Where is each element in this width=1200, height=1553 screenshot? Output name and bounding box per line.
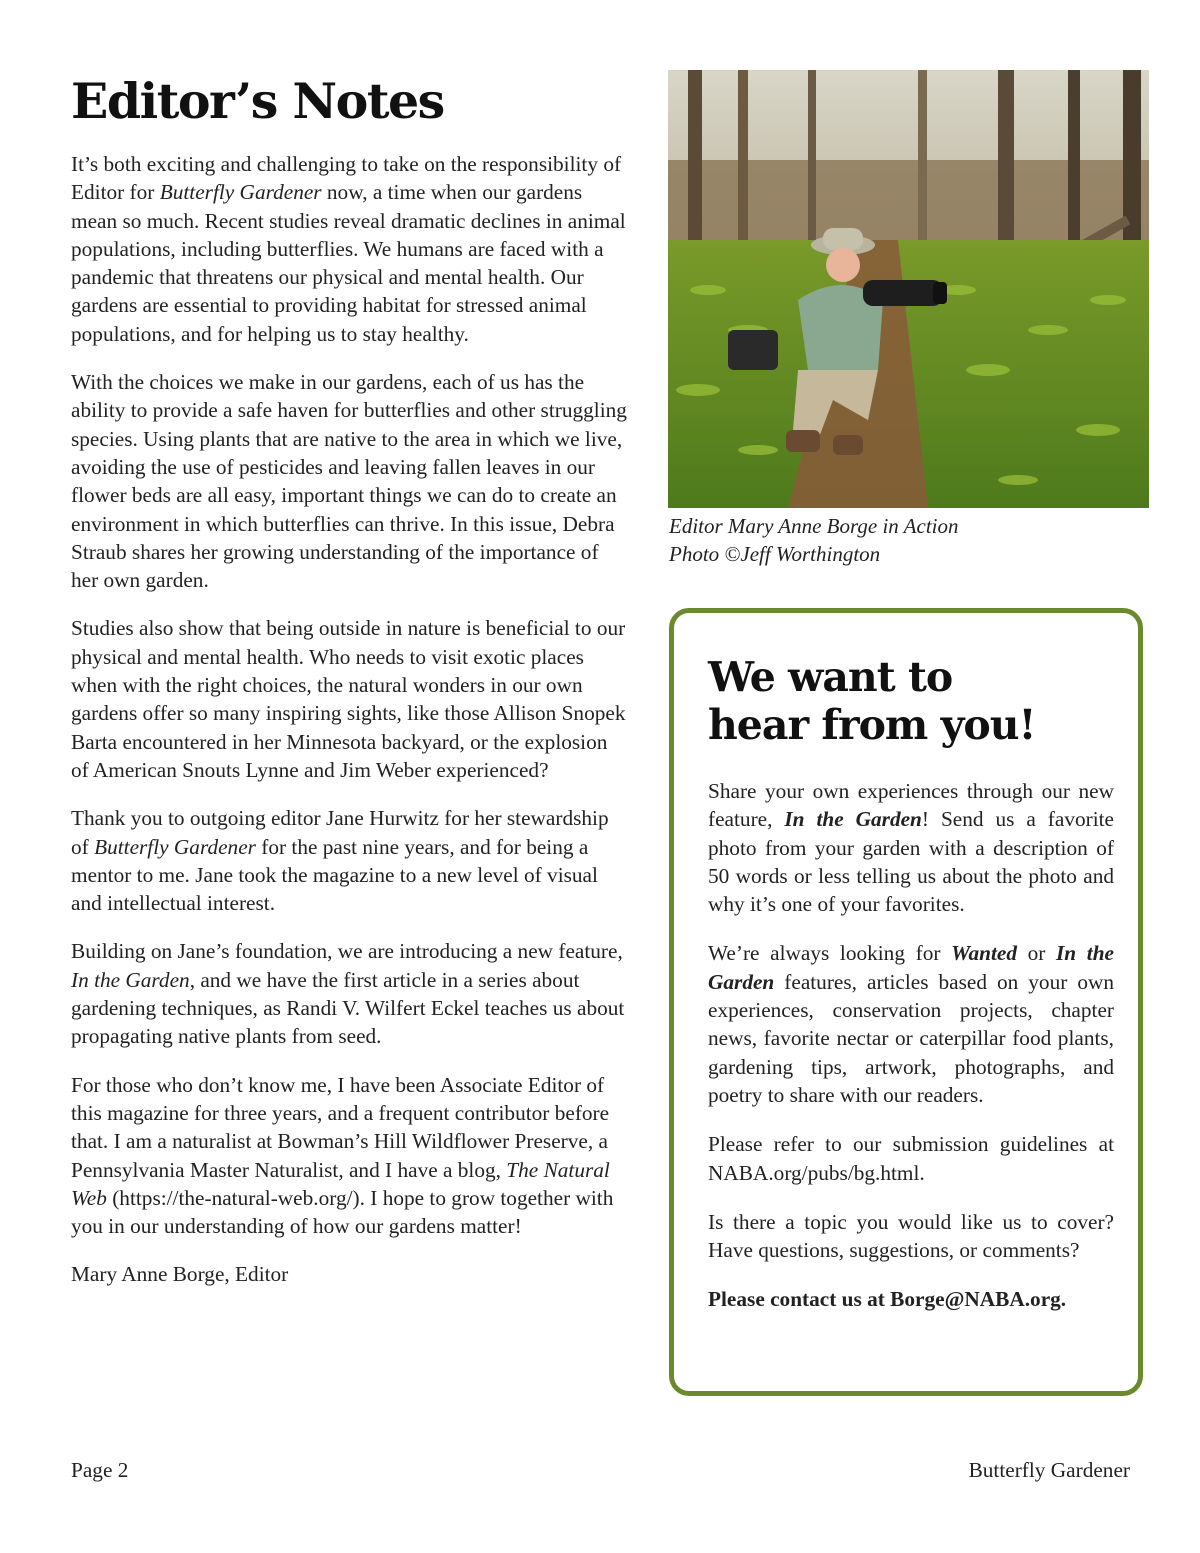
text-run: It’s both exciting and challenging to take on the responsibility of Editor for xyxy=(71,152,622,205)
text-run: Wanted xyxy=(951,941,1017,966)
callout-body xyxy=(708,777,1114,1335)
text-run: Mary Anne Borge, Editor xyxy=(71,1262,289,1287)
body-paragraph xyxy=(71,150,627,348)
text-run: or xyxy=(1016,941,1057,966)
callout-paragraph xyxy=(708,1208,1114,1265)
callout-paragraph xyxy=(708,777,1114,918)
text-run: In the Garden xyxy=(71,967,190,992)
text-run: Is there a topic you would like us to cover? Have questions, suggestions, or comments? xyxy=(708,1209,1114,1263)
text-run: Please refer to our submission guidelines at NABA.org/pubs/bg.html. xyxy=(708,1132,1114,1185)
text-run: , and we have the first article in a series about gardening techniques, as Randi V. Wilfert Eckel teaches us about propagating native plants from seed. xyxy=(71,967,625,1049)
callout-title-line1: We want to xyxy=(708,653,953,701)
text-run: Studies also show that being outside in nature is beneficial to our physical and mental health. Who needs to visit exotic places when with the right choices, the natural wonders in our own gardens offer so many inspiring sights, like those Allison Snopek Barta encountered in her Minnesota backyard, or the explosion of American Snouts Lynne and Jim Weber experienced? xyxy=(71,616,626,782)
body-paragraph xyxy=(71,1071,627,1241)
body-paragraph xyxy=(71,1260,627,1288)
text-run: In the Garden xyxy=(784,807,922,832)
text-run: now, a time when our gardens mean so much. Recent studies reveal dramatic declines in animal populations, including butterflies. We humans are faced with a pandemic that threatens our physical and mental health. Our gardens are essential to providing habitat for stressed animal populations, and for helping us to stay healthy. xyxy=(71,180,626,346)
text-run: Building on Jane’s foundation, we are introducing a new feature, xyxy=(71,939,623,964)
callout-title xyxy=(708,653,1128,749)
editor-notes-body xyxy=(71,150,627,1309)
editor-photo-illustration xyxy=(668,70,1149,508)
photo-credit: Photo ©Jeff Worthington xyxy=(669,542,881,566)
callout-paragraph xyxy=(708,939,1114,1109)
text-run: For those who don’t know me, I have been Associate Editor of this magazine for three years, and a frequent contributor before that. I am a naturalist at Bowman’s Hill Wildflower Preserve, a Pennsylvania Master Naturalist, and I have a blog, xyxy=(71,1072,610,1182)
text-run: With the choices we make in our gardens, each of us has the ability to provide a safe haven for butterflies and other struggling species. Using plants that are native to the area in which we live, avoiding the use of pesticides and leaving fallen leaves in our flower beds are all easy, important things we can do to create an environment in which butterflies can thrive. In this issue, Debra Straub shares her growing understanding of the importance of her own garden. xyxy=(71,370,627,593)
callout-title-line2: hear from you! xyxy=(708,701,1036,749)
page-number: Page 2 xyxy=(71,1458,129,1482)
text-run: features, articles based on your own experiences, conservation projects, chapter news, favorite nectar or caterpillar food plants, gardening tips, artwork, photographs, and poetry to share with our readers. xyxy=(708,969,1114,1107)
callout-paragraph xyxy=(708,1130,1114,1187)
publication-name: Butterfly Gardener xyxy=(968,1458,1130,1482)
text-run: Thank you to outgoing editor Jane Hurwitz for her stewardship of xyxy=(71,806,609,859)
body-paragraph xyxy=(71,614,627,784)
body-paragraph xyxy=(71,368,627,594)
photo-caption xyxy=(669,512,1149,568)
text-run: for the past nine years, and for being a mentor to me. Jane took the magazine to a new level of visual and intellectual interest. xyxy=(71,834,598,916)
text-run: Butterfly Gardener xyxy=(159,180,322,205)
callout-paragraph xyxy=(708,1285,1114,1313)
photo-caption-title: Editor Mary Anne Borge in Action xyxy=(669,514,959,538)
text-run: ! Send us a favorite photo from your garden with a description of 50 words or less telling us about the photo and why it’s one of your favorites. xyxy=(708,807,1114,917)
page-title: Editor’s Notes xyxy=(71,72,444,130)
text-run: Butterfly Gardener xyxy=(94,834,256,859)
body-paragraph xyxy=(71,937,627,1050)
text-run: We’re always looking for xyxy=(708,941,952,966)
text-run: In the Garden xyxy=(708,941,1115,994)
text-run: (https://the-natural-web.org/). I hope to grow together with you in our understanding of how our gardens matter! xyxy=(71,1185,614,1239)
body-paragraph xyxy=(71,804,627,917)
text-run: Share your own experiences through our new feature, xyxy=(708,779,1114,832)
text-run: The Natural Web xyxy=(71,1157,610,1210)
editor-photo xyxy=(668,70,1149,508)
text-run: Please contact us at Borge@NABA.org. xyxy=(708,1287,1067,1312)
callout-box xyxy=(669,608,1143,1396)
